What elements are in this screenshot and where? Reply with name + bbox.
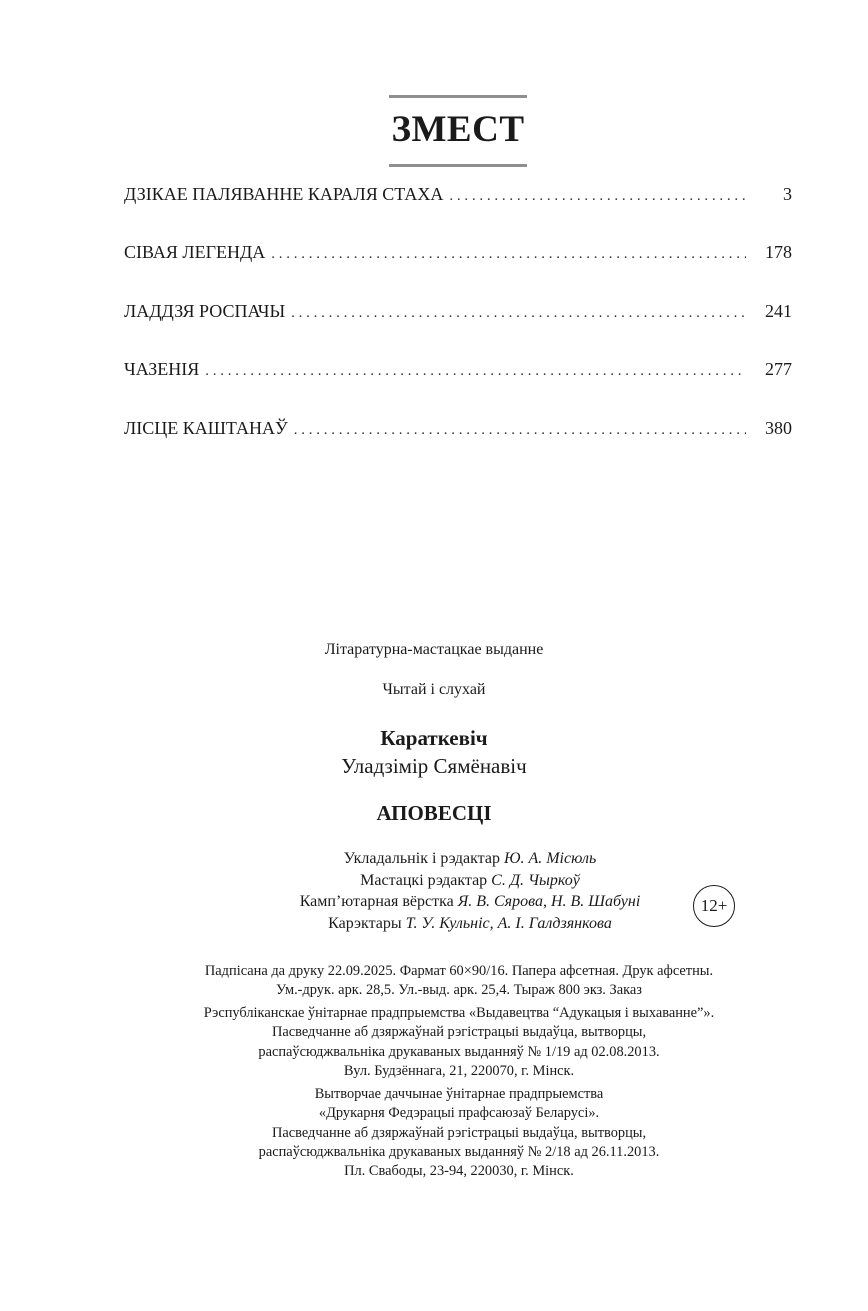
toc-leader-dots — [271, 246, 746, 263]
author-surname: Караткевіч — [380, 726, 488, 750]
detail-line: «Друкарня Федэрацыі прафсаюзаў Беларусі». — [318, 1105, 600, 1122]
toc-leader-dots — [291, 305, 746, 322]
credit-role: Мастацкі рэдактар — [360, 871, 488, 889]
detail-line: Пасведчанне аб дзяржаўнай рэгістрацыі выдаўца, вытворцы, — [271, 1024, 647, 1041]
toc-entry[interactable] — [124, 418, 792, 476]
toc-heading: ЗМЕСТ — [391, 109, 525, 150]
printer-details — [0, 1085, 868, 1181]
author-given-name: Уладзімір Сямёнавіч — [341, 754, 527, 778]
toc-entry[interactable] — [124, 184, 792, 242]
toc-leader-dots — [294, 422, 746, 439]
credit-name: Я. В. Сярова, Н. В. Шабуні — [457, 893, 641, 910]
toc-leader-dots — [205, 363, 746, 380]
age-rating-badge: 12+ — [693, 885, 735, 927]
publisher-details — [0, 1004, 868, 1081]
series-label: Чытай і слухай — [382, 681, 486, 698]
print-details — [0, 962, 868, 1001]
credit-role: Камп’ютарная вёрстка — [299, 893, 454, 910]
toc-entry[interactable] — [124, 301, 792, 359]
toc-entry-page: 380 — [765, 417, 792, 438]
toc-entry-title: ДЗІКАЕ ПАЛЯВАННЕ КАРАЛЯ СТАХА — [124, 184, 444, 204]
credit-line — [250, 891, 690, 913]
credit-line — [250, 913, 690, 935]
credit-name: Ю. А. Місюль — [503, 850, 597, 867]
credit-name: С. Д. Чыркоў — [491, 871, 580, 889]
detail-line: Рэспубліканскае ўнітарнае прадпрыемства «Выдавецтва “Адукацыя і выхаванне”». — [203, 1005, 715, 1021]
toc-entry-title: СІВАЯ ЛЕГЕНДА — [124, 242, 266, 263]
detail-line: Пл. Свабоды, 23-94, 220030, г. Мінск. — [344, 1163, 574, 1180]
detail-line: Вытворчае даччынае ўнітарнае прадпрыемства — [314, 1086, 604, 1102]
toc-entry[interactable] — [124, 359, 792, 417]
detail-line: Вул. Будзённага, 21, 220070, г. Мінск. — [343, 1062, 575, 1079]
credit-role: Карэктары — [328, 914, 402, 932]
table-of-contents — [124, 184, 792, 476]
bottom-rule — [389, 164, 527, 167]
toc-entry-page: 3 — [783, 184, 792, 204]
genre-label: Літаратурна-мастацкае выданне — [324, 641, 544, 658]
detail-line: Падпісана да друку 22.09.2025. Фармат 60×90/16. Папера афсетная. Друк афсетны. — [204, 963, 714, 979]
toc-leader-dots — [449, 188, 746, 205]
toc-entry-title: ЧАЗЕНІЯ — [124, 359, 200, 380]
credit-line — [250, 870, 690, 892]
credit-name: Т. У. Кульніс, А. І. Галдзянкова — [405, 914, 612, 932]
toc-entry-title: ЛАДДЗЯ РОСПАЧЫ — [124, 300, 286, 321]
toc-entry-page: 277 — [765, 359, 792, 380]
detail-line: распаўсюджвальніка друкаваных выданняў № 2/18 ад 26.11.2013. — [258, 1143, 660, 1160]
detail-line: Пасведчанне аб дзяржаўнай рэгістрацыі выдаўца, вытворцы, — [271, 1124, 647, 1141]
detail-line: Ум.-друк. арк. 28,5. Ул.-выд. арк. 25,4. Тыраж 800 экз. Заказ — [276, 982, 642, 999]
credit-line — [250, 848, 690, 870]
credit-role: Укладальнік і рэдактар — [343, 850, 500, 867]
detail-line: распаўсюджвальніка друкаваных выданняў № 1/19 ад 02.08.2013. — [258, 1043, 660, 1060]
toc-entry-title: ЛІСЦЕ КАШТАНАЎ — [124, 417, 288, 438]
toc-entry-page: 178 — [765, 242, 792, 263]
toc-header — [389, 95, 527, 167]
toc-entry[interactable] — [124, 242, 792, 300]
toc-entry-page: 241 — [765, 300, 792, 321]
credits-block — [250, 848, 690, 934]
book-title: АПОВЕСЦІ — [376, 801, 492, 825]
